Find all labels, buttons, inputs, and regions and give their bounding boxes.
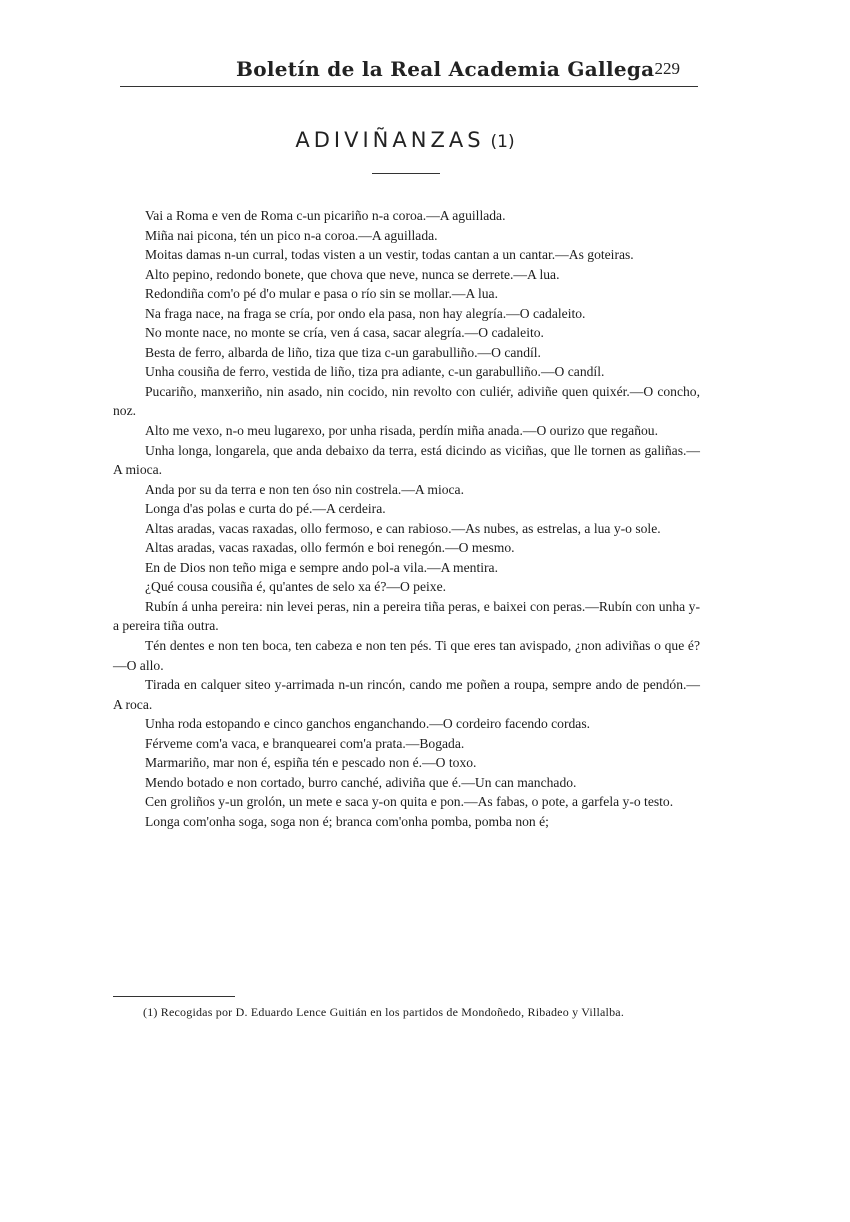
riddle: Vai a Roma e ven de Roma c-un picariño n-a coroa.—A aguillada. <box>145 208 506 223</box>
riddle: Altas aradas, vacas raxadas, ollo fermón e boi renegón.—O mesmo. <box>145 540 515 556</box>
riddles-body <box>113 206 700 832</box>
riddle: Besta de ferro, albarda de liño, tiza que tiza c-un garabulliño.—O candíl. <box>145 344 541 360</box>
journal-title: Boletín de la Real Academia Gallega <box>236 57 655 81</box>
riddle: Longa d'as polas e curta do pé.—A cerdeira. <box>145 501 386 517</box>
riddle: Longa com'onha soga, soga non é; branca com'onha pomba, pomba non é; <box>145 813 549 829</box>
riddle: Unha longa, longarela, que anda debaixo da terra, está dicindo as viciñas, que lle tornen as galiñas.—A mioca. <box>113 442 700 478</box>
riddle: ¿Qué cousa cousiña é, qu'antes de selo xa é?—O peixe. <box>145 579 447 595</box>
riddle: Altas aradas, vacas raxadas, ollo fermoso, e can rabioso.—As nubes, as estrelas, a lua y-o sole. <box>145 520 661 536</box>
riddle: No monte nace, no monte se cría, ven á casa, sacar alegría.—O cadaleito. <box>145 325 544 341</box>
riddle: Unha cousiña de ferro, vestida de liño, tiza pra adiante, c-un garabulliño.—O candíl. <box>145 364 605 380</box>
footnote: (1) Recogidas por D. Eduardo Lence Guitián en los partidos de Mondoñedo, Ribadeo y Villalba. <box>143 1005 625 1019</box>
riddle: Redondiña com'o pé d'o mular e pasa o río sin se mollar.—A lua. <box>145 286 498 302</box>
riddle: Alto pepino, redondo bonete, que chova que neve, nunca se derrete.—A lua. <box>145 266 560 282</box>
riddle: Alto me vexo, n-o meu lugarexo, por unha risada, perdín miña anada.—O ourizo que regañou. <box>145 423 659 439</box>
riddle: Anda por su da terra e non ten óso nin costrela.—A mioca. <box>145 481 464 497</box>
riddle: En de Dios non teño miga e sempre ando pol-a vila.—A mentira. <box>145 559 498 575</box>
riddle: Unha roda estopando e cinco ganchos enganchando.—O cordeiro facendo cordas. <box>145 716 591 732</box>
title-divider <box>372 173 440 174</box>
footnote-divider <box>113 996 235 997</box>
page-number: 229 <box>654 59 680 78</box>
riddle: Marmariño, mar non é, espiña tén e pescado non é.—O toxo. <box>145 755 477 771</box>
riddle: Tén dentes e non ten boca, ten cabeza e non ten pés. Ti que eres tan avispado, ¿non adiviñas o que é?—O allo. <box>113 638 700 673</box>
running-header <box>120 56 698 87</box>
footnote-reference: (1) <box>490 132 515 152</box>
riddle: Pucariño, manxeriño, nin asado, nin cocido, nin revolto con culiér, adiviñe quen quixér.—O concho, noz. <box>113 383 700 419</box>
riddle: Cen groliños y-un grolón, un mete e saca y-on quita e pon.—As fabas, o pote, a garfela y-o testo. <box>145 794 674 810</box>
riddle: Rubín á unha pereira: nin levei peras, nin a pereira tiña peras, e baixei con peras.—Rubín con unha y-a pereira tiña outra. <box>113 598 700 634</box>
riddle: Na fraga nace, na fraga se cría, por ondo ela pasa, non hay alegría.—O cadaleito. <box>145 305 586 321</box>
riddle: Férveme com'a vaca, e branquearei com'a prata.—Bogada. <box>145 735 465 751</box>
riddle: Mendo botado e non cortado, burro canché, adiviña que é.—Un can manchado. <box>145 774 577 790</box>
riddle: Miña nai picona, tén un pico n-a coroa.—A aguillada. <box>145 227 438 243</box>
riddle: Moitas damas n-un curral, todas visten a un vestir, todas cantan a un cantar.—As goteiras. <box>145 247 634 263</box>
section-title <box>0 128 810 152</box>
riddle: Tirada en calquer siteo y-arrimada n-un rincón, cando me poñen a roupa, sempre ando de pendón.—A roca. <box>113 677 700 712</box>
section-title-text: ADIVIÑANZAS <box>295 128 485 152</box>
